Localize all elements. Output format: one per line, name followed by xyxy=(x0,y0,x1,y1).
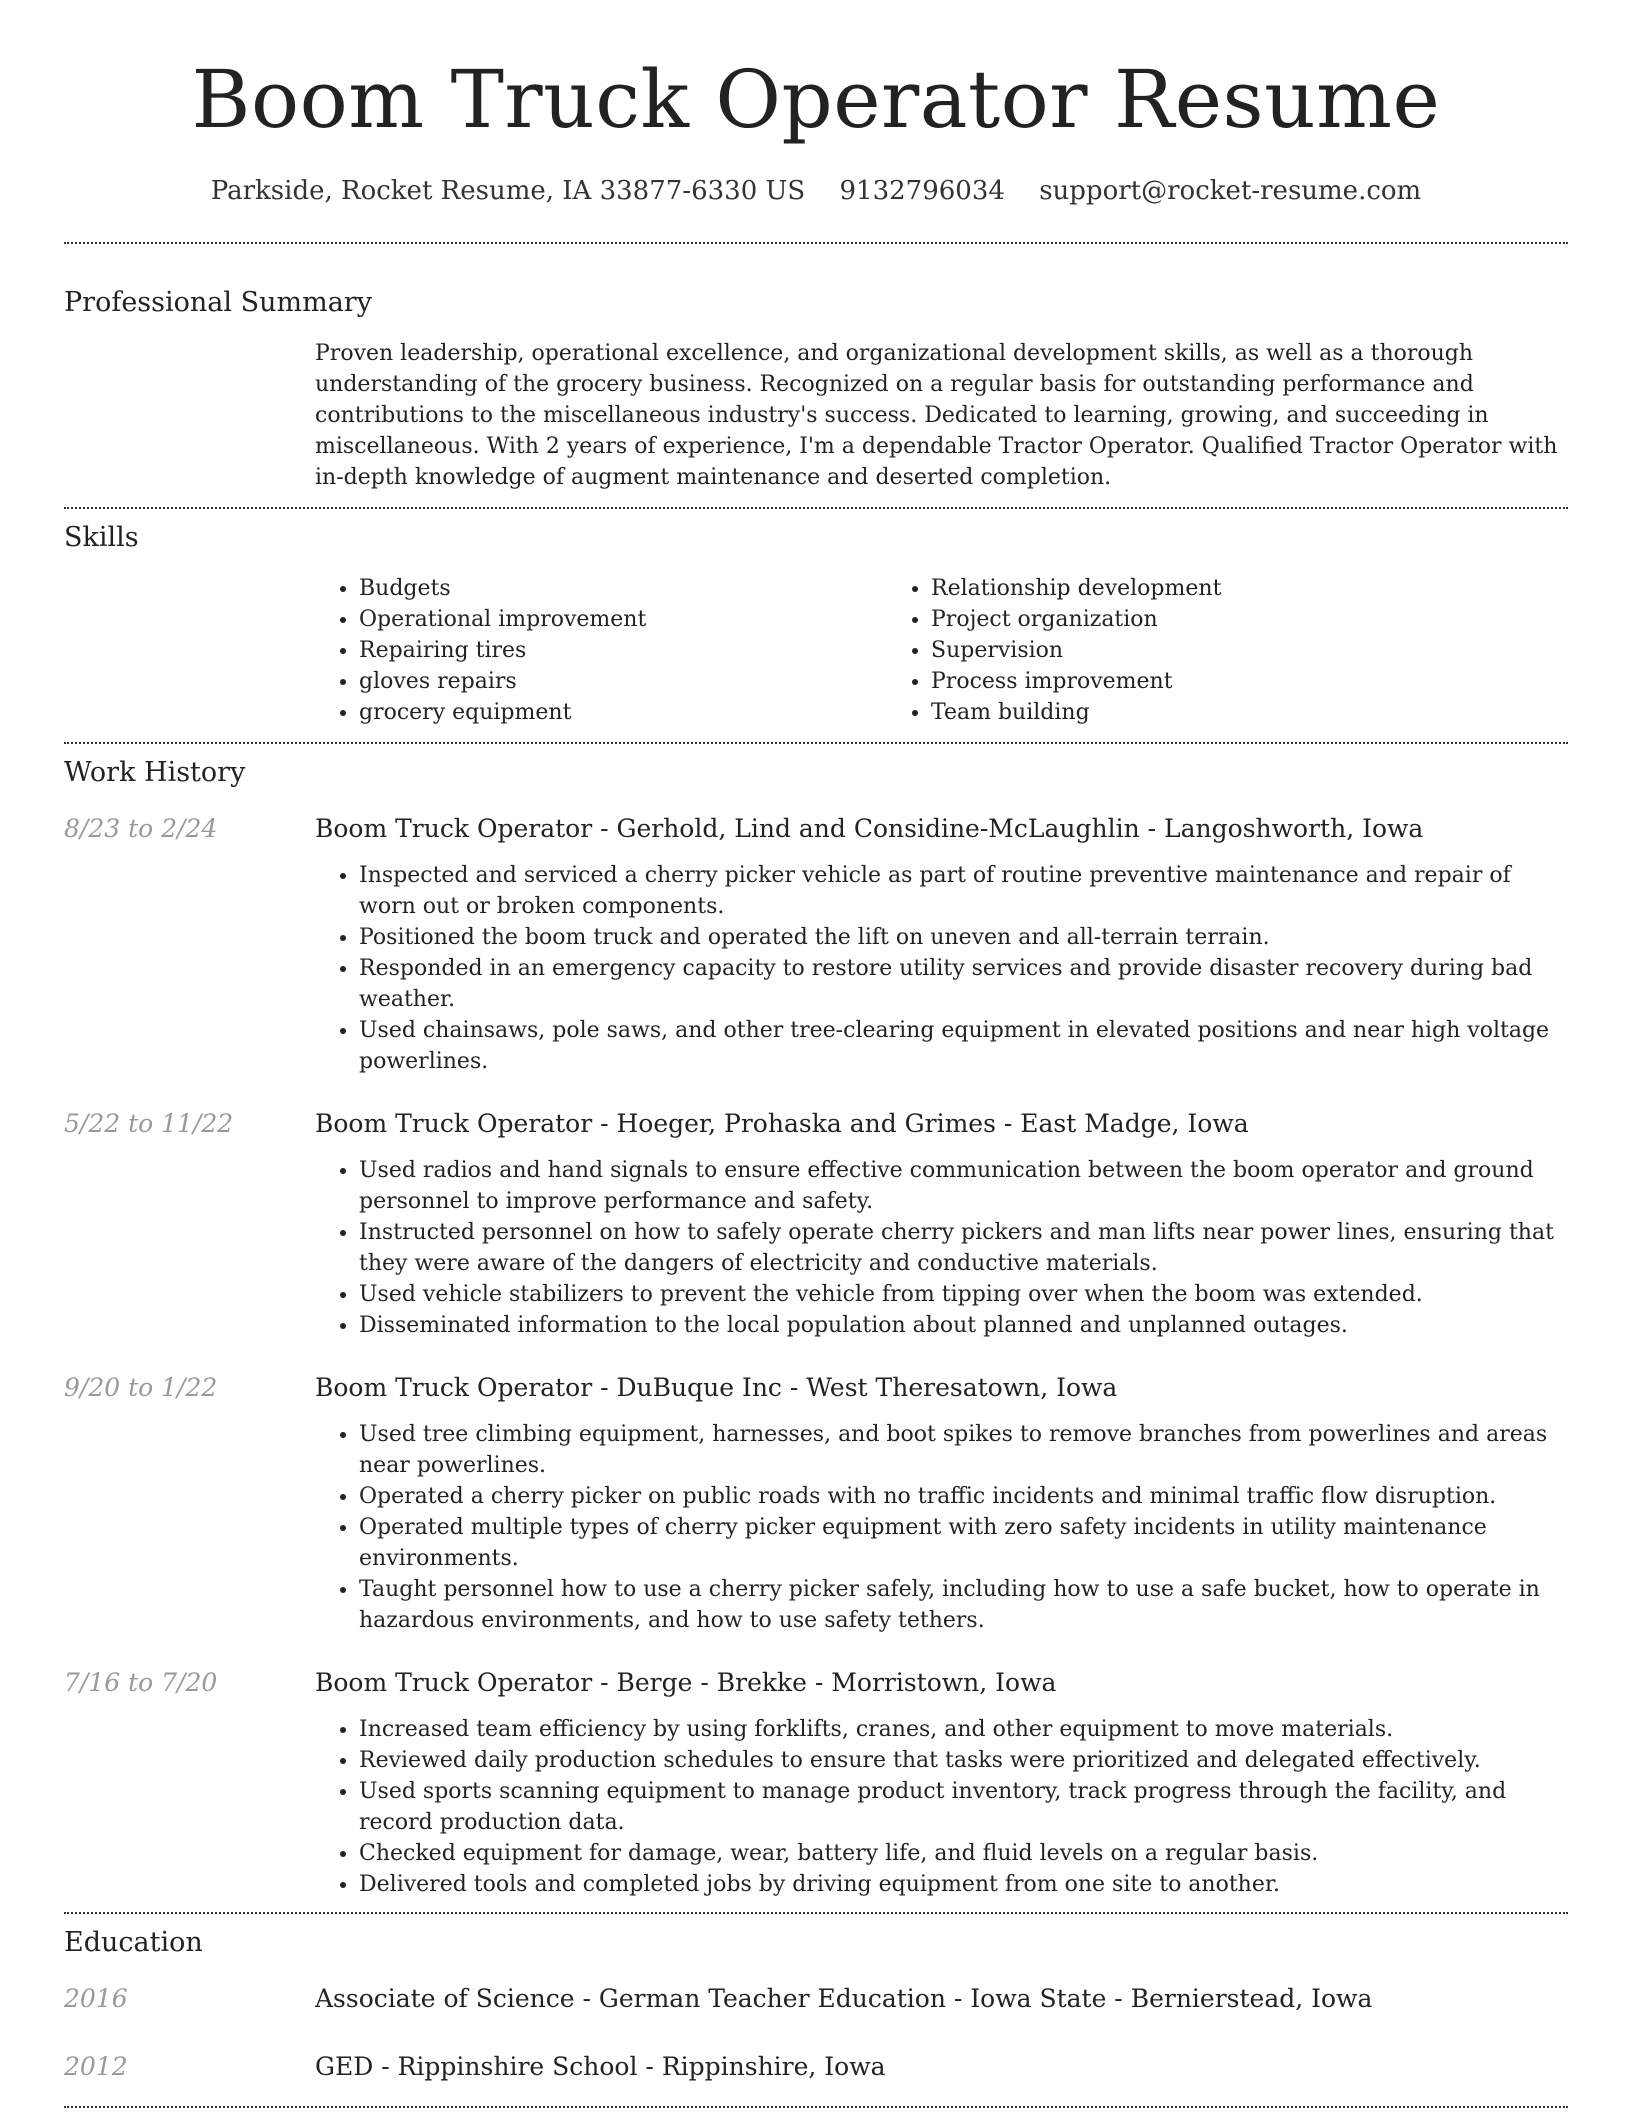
job-bullet: • Operated a cherry picker on public roads with no traffic incidents and minimal traffic flow disruption. xyxy=(359,1481,1568,1512)
education-entry xyxy=(64,1982,1568,2016)
job-bullets xyxy=(315,1155,1568,1341)
summary-heading: Professional Summary xyxy=(64,287,372,318)
summary-content xyxy=(315,338,1568,493)
job-bullet: • Used radios and hand signals to ensure effective communication between the boom operator and ground personnel to improve performance and safety. xyxy=(359,1155,1568,1217)
job-bullet: • Disseminated information to the local population about planned and unplanned outages. xyxy=(359,1310,1568,1341)
job-header xyxy=(64,1107,1568,1141)
job-details xyxy=(315,860,1568,1077)
skill-item: • gloves repairs xyxy=(359,666,887,697)
job-details xyxy=(315,1155,1568,1341)
resume-title: Boom Truck Operator Resume xyxy=(191,53,1441,146)
job-title: Boom Truck Operator - DuBuque Inc - West Theresatown, Iowa xyxy=(315,1373,1118,1402)
education-title: Associate of Science - German Teacher Education - Iowa State - Bernierstead, Iowa xyxy=(315,1984,1373,2013)
job-header xyxy=(64,1666,1568,1700)
job-bullet: • Responded in an emergency capacity to restore utility services and provide disaster recovery during bad weather. xyxy=(359,953,1568,1015)
job-bullet: • Instructed personnel on how to safely operate cherry pickers and man lifts near power lines, ensuring that they were aware of the dangers of electricity and conductive materials. xyxy=(359,1217,1568,1279)
education-year: 2012 xyxy=(64,2052,128,2081)
contact-address: Parkside, Rocket Resume, IA 33877-6330 US xyxy=(210,176,806,206)
job-entry xyxy=(64,1107,1568,1341)
job-entry xyxy=(64,812,1568,1077)
job-bullet: • Inspected and serviced a cherry picker vehicle as part of routine preventive maintenance and repair of worn out or broken components. xyxy=(359,860,1568,922)
job-bullet: • Increased team efficiency by using forklifts, cranes, and other equipment to move materials. xyxy=(359,1714,1568,1745)
divider xyxy=(64,2106,1568,2108)
job-bullets xyxy=(315,1419,1568,1636)
skill-item: • grocery equipment xyxy=(359,697,887,728)
education-heading: Education xyxy=(64,1927,203,1958)
job-title: Boom Truck Operator - Gerhold, Lind and Considine-McLaughlin - Langoshworth, Iowa xyxy=(315,814,1424,843)
contact-line xyxy=(64,174,1568,208)
job-header xyxy=(64,1371,1568,1405)
job-bullet: • Used sports scanning equipment to manage product inventory, track progress through the facility, and record production data. xyxy=(359,1776,1568,1838)
job-entry xyxy=(64,1371,1568,1636)
skills-list-right xyxy=(887,573,1503,728)
job-bullet: • Used tree climbing equipment, harnesses, and boot spikes to remove branches from powerlines and areas near powerlines. xyxy=(359,1419,1568,1481)
job-title: Boom Truck Operator - Berge - Brekke - Morristown, Iowa xyxy=(315,1668,1057,1697)
summary-text: Proven leadership, operational excellence, and organizational development skills, as well as a thorough understanding of the grocery business. Recognized on a regular basis for outstanding performance and contributions to the miscellaneous industry's success. Dedicated to learning, growing, and succeeding in miscellaneous. With 2 years of experience, I'm a dependable Tractor Operator. Qualified Tractor Operator with in-depth knowledge of augment maintenance and deserted completion. xyxy=(315,341,1558,490)
job-bullet: • Taught personnel how to use a cherry picker safely, including how to use a safe bucket, how to operate in hazardous environments, and how to use safety tethers. xyxy=(359,1574,1568,1636)
job-header xyxy=(64,812,1568,846)
job-bullet: • Delivered tools and completed jobs by driving equipment from one site to another. xyxy=(359,1869,1568,1900)
job-bullets xyxy=(315,860,1568,1077)
job-entry xyxy=(64,1666,1568,1900)
job-dates: 9/20 to 1/22 xyxy=(64,1373,218,1402)
job-dates: 8/23 to 2/24 xyxy=(64,814,218,843)
skill-item: • Budgets xyxy=(359,573,887,604)
contact-email: support@rocket-resume.com xyxy=(1039,176,1422,206)
skills-list-left xyxy=(315,573,887,728)
skills-content xyxy=(315,573,1568,728)
skills-section xyxy=(64,509,1568,728)
contact-phone: 9132796034 xyxy=(839,176,1005,206)
skills-columns xyxy=(315,573,1568,728)
work-heading: Work History xyxy=(64,757,246,788)
job-bullet: • Used vehicle stabilizers to prevent the vehicle from tipping over when the boom was extended. xyxy=(359,1279,1568,1310)
skills-heading: Skills xyxy=(64,522,139,553)
education-title: GED - Rippinshire School - Rippinshire, Iowa xyxy=(315,2052,886,2081)
skill-item: • Relationship development xyxy=(931,573,1503,604)
job-bullets xyxy=(315,1714,1568,1900)
job-details xyxy=(315,1714,1568,1900)
resume-header xyxy=(64,0,1568,208)
skill-item: • Repairing tires xyxy=(359,635,887,666)
skill-item: • Operational improvement xyxy=(359,604,887,635)
job-title: Boom Truck Operator - Hoeger, Prohaska and Grimes - East Madge, Iowa xyxy=(315,1109,1249,1138)
job-dates: 7/16 to 7/20 xyxy=(64,1668,218,1697)
education-entry xyxy=(64,2050,1568,2084)
job-details xyxy=(315,1419,1568,1636)
education-year: 2016 xyxy=(64,1984,128,2013)
skill-item: • Supervision xyxy=(931,635,1503,666)
job-dates: 5/22 to 11/22 xyxy=(64,1109,234,1138)
job-bullet: • Used chainsaws, pole saws, and other tree-clearing equipment in elevated positions and near high voltage powerlines. xyxy=(359,1015,1568,1077)
job-bullet: • Operated multiple types of cherry picker equipment with zero safety incidents in utility maintenance environments. xyxy=(359,1512,1568,1574)
job-bullet: • Reviewed daily production schedules to ensure that tasks were prioritized and delegated effectively. xyxy=(359,1745,1568,1776)
job-bullet: • Positioned the boom truck and operated the lift on uneven and all-terrain terrain. xyxy=(359,922,1568,953)
skill-item: • Team building xyxy=(931,697,1503,728)
summary-section xyxy=(64,244,1568,493)
education-section xyxy=(64,1914,1568,2084)
skill-item: • Process improvement xyxy=(931,666,1503,697)
job-bullet: • Checked equipment for damage, wear, battery life, and fluid levels on a regular basis. xyxy=(359,1838,1568,1869)
skill-item: • Project organization xyxy=(931,604,1503,635)
work-section xyxy=(64,744,1568,1900)
